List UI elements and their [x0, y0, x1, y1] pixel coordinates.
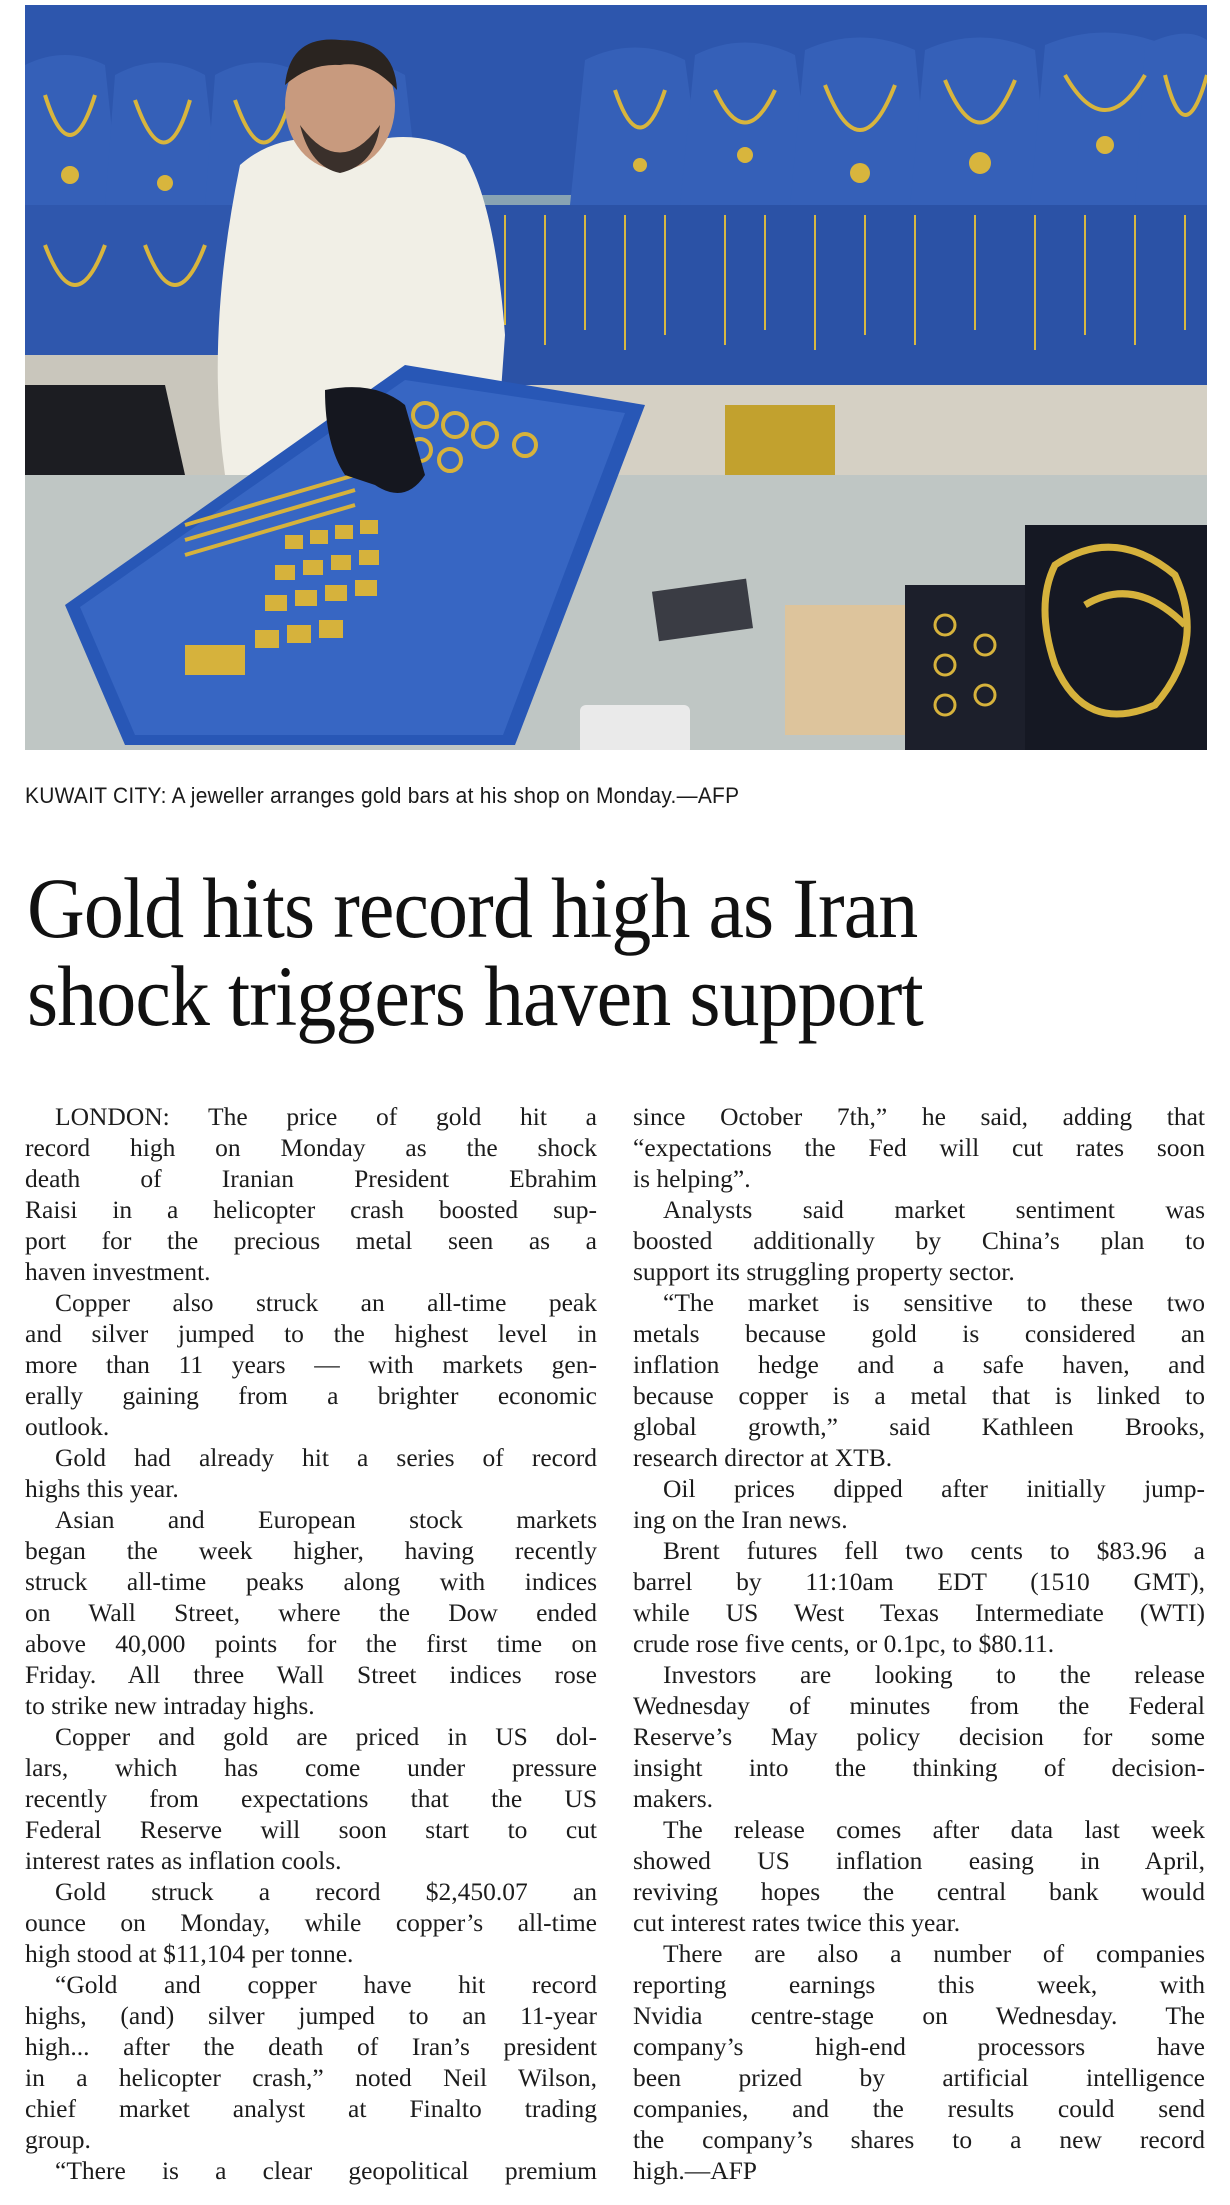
headline-line-1: Gold hits record high as Iran [27, 860, 918, 956]
article-line: LONDON: The price of gold hit a [55, 1102, 597, 1131]
article-line: highs, (and) silver jumped to an 11-year [25, 2001, 597, 2030]
article-line: “Gold and copper have hit record [55, 1970, 597, 1999]
article-line: and silver jumped to the highest level in [25, 1319, 597, 1348]
article-line: makers. [633, 1784, 714, 1813]
news-photo [25, 5, 1207, 750]
article-paragraph [25, 1504, 597, 1721]
article-paragraph [25, 1101, 597, 1287]
article-line: highs this year. [25, 1474, 179, 1503]
article-line: is helping”. [633, 1164, 751, 1193]
article-line: reporting earnings this week, with [633, 1970, 1205, 1999]
article-line: Analysts said market sentiment was [663, 1195, 1205, 1224]
article-line: while US West Texas Intermediate (WTI) [633, 1598, 1205, 1627]
article-line: the company’s shares to a new record [633, 2125, 1205, 2154]
article-paragraph [633, 1659, 1205, 1814]
article-column-right [633, 1101, 1205, 2186]
article-line: Federal Reserve will soon start to cut [25, 1815, 597, 1844]
article-line: Friday. All three Wall Street indices rose [25, 1660, 597, 1689]
article-line: group. [25, 2125, 91, 2154]
article-line: on Wall Street, where the Dow ended [25, 1598, 597, 1627]
article-line: since October 7th,” he said, adding that [633, 1102, 1205, 1131]
article-line: more than 11 years — with markets gen- [25, 1350, 597, 1379]
article-line: Brent futures fell two cents to $83.96 a [663, 1536, 1205, 1565]
article-line: Copper also struck an all-time peak [55, 1288, 597, 1317]
article-line: research director at XTB. [633, 1443, 893, 1472]
article-line: death of Iranian President Ebrahim [25, 1164, 597, 1193]
article-line: crude rose five cents, or 0.1pc, to $80.11. [633, 1629, 1055, 1658]
article-paragraph [633, 1101, 1205, 1194]
article-line: showed US inflation easing in April, [633, 1846, 1205, 1875]
article-line: erally gaining from a brighter economic [25, 1381, 597, 1410]
article-line: Reserve’s May policy decision for some [633, 1722, 1205, 1751]
article-column-left [25, 1101, 597, 2186]
article-line: above 40,000 points for the first time on [25, 1629, 597, 1658]
article-paragraph [25, 1876, 597, 1969]
article-line: metals because gold is considered an [633, 1319, 1205, 1348]
article-line: Gold had already hit a series of record [55, 1443, 597, 1472]
article-paragraph [633, 1473, 1205, 1535]
article-paragraph [633, 1287, 1205, 1473]
article-paragraph [633, 1814, 1205, 1938]
article-line: insight into the thinking of decision- [633, 1753, 1205, 1782]
article-line: high.—AFP [633, 2156, 757, 2185]
article-line: began the week higher, having recently [25, 1536, 597, 1565]
article-line: Gold struck a record $2,450.07 an [55, 1877, 597, 1906]
article-line: boosted additionally by China’s plan to [633, 1226, 1205, 1255]
article-line: ounce on Monday, while copper’s all-time [25, 1908, 597, 1937]
article-line: reviving hopes the central bank would [633, 1877, 1205, 1906]
article-paragraph [633, 1938, 1205, 2186]
article-paragraph [25, 1442, 597, 1504]
article-line: “The market is sensitive to these two [663, 1288, 1205, 1317]
article-line: “There is a clear geopolitical premium [55, 2156, 597, 2185]
article-line: interest rates as inflation cools. [25, 1846, 342, 1875]
article-line: chief market analyst at Finalto trading [25, 2094, 597, 2123]
article-line: Asian and European stock markets [55, 1505, 597, 1534]
article-paragraph [25, 1287, 597, 1442]
article-line: in a helicopter crash,” noted Neil Wilson, [25, 2063, 597, 2092]
article-line: outlook. [25, 1412, 110, 1441]
article-line: “expectations the Fed will cut rates soon [633, 1133, 1205, 1162]
article-line: haven investment. [25, 1257, 211, 1286]
article-line: inflation hedge and a safe haven, and [633, 1350, 1205, 1379]
article-line: global growth,” said Kathleen Brooks, [633, 1412, 1205, 1441]
article-line: Oil prices dipped after initially jump- [663, 1474, 1205, 1503]
article-line: barrel by 11:10am EDT (1510 GMT), [633, 1567, 1205, 1596]
article-line: Raisi in a helicopter crash boosted sup- [25, 1195, 597, 1224]
article-line: to strike new intraday highs. [25, 1691, 315, 1720]
article-paragraph [633, 1535, 1205, 1659]
article-paragraph [25, 1721, 597, 1876]
article-line: companies, and the results could send [633, 2094, 1205, 2123]
article-line: The release comes after data last week [663, 1815, 1205, 1844]
article-line: recently from expectations that the US [25, 1784, 597, 1813]
article-line: Copper and gold are priced in US dol- [55, 1722, 597, 1751]
article-line: company’s high-end processors have [633, 2032, 1205, 2061]
article-line: struck all-time peaks along with indices [25, 1567, 597, 1596]
article-line: Investors are looking to the release [663, 1660, 1205, 1689]
article-line: been prized by artificial intelligence [633, 2063, 1205, 2092]
article-line: cut interest rates twice this year. [633, 1908, 961, 1937]
article-paragraph [25, 1969, 597, 2155]
headline-line-2: shock triggers haven support [27, 948, 923, 1044]
article-line: high stood at $11,104 per tonne. [25, 1939, 354, 1968]
article-line: high... after the death of Iran’s president [25, 2032, 597, 2061]
article-line: lars, which has come under pressure [25, 1753, 597, 1782]
article-line: because copper is a metal that is linked to [633, 1381, 1205, 1410]
article-line: Nvidia centre-stage on Wednesday. The [633, 2001, 1205, 2030]
article-line: port for the precious metal seen as a [25, 1226, 597, 1255]
jeweller-photo-illustration [25, 5, 1207, 750]
article-line: Wednesday of minutes from the Federal [633, 1691, 1205, 1720]
article-line: There are also a number of companies [663, 1939, 1205, 1968]
article-line: record high on Monday as the shock [25, 1133, 597, 1162]
article-line: ing on the Iran news. [633, 1505, 848, 1534]
photo-caption: KUWAIT CITY: A jeweller arranges gold bars at his shop on Monday.—AFP [25, 783, 740, 808]
article-paragraph [633, 1194, 1205, 1287]
headline [27, 860, 1143, 1044]
article-line: support its struggling property sector. [633, 1257, 1015, 1286]
article-paragraph [25, 2155, 597, 2186]
